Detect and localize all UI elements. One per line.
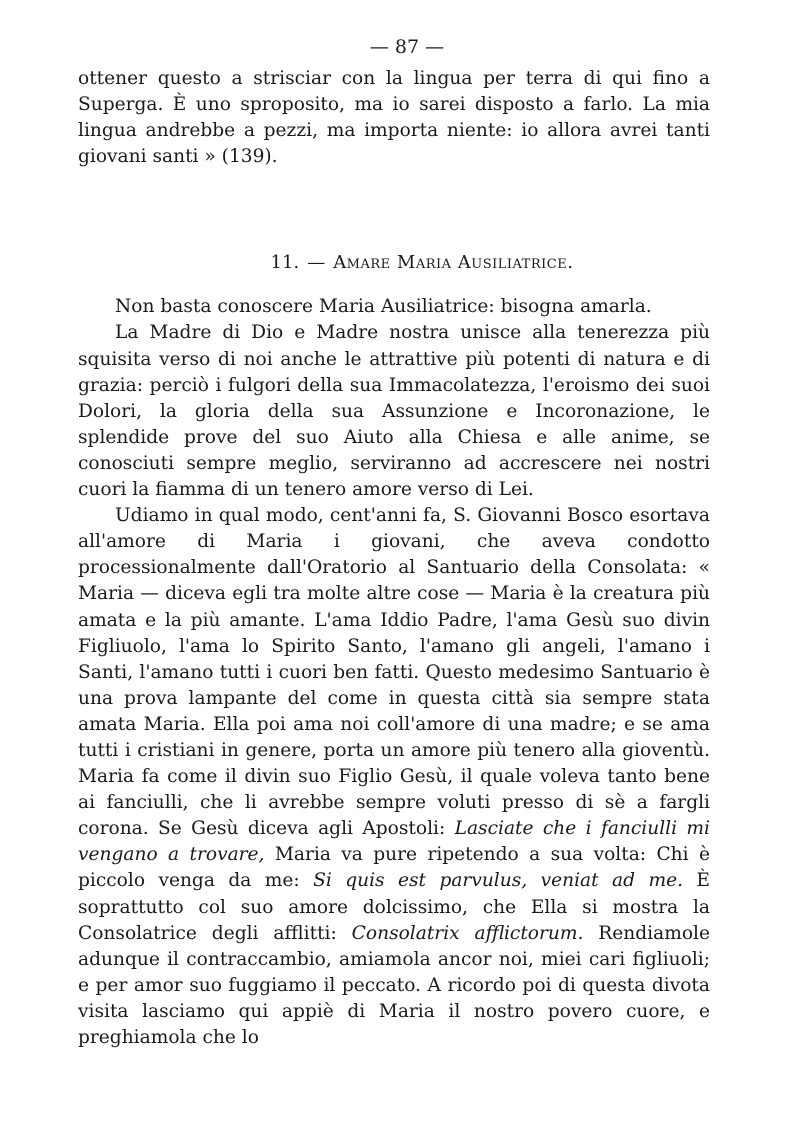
page-number: — 87 — xyxy=(369,36,445,58)
paragraph-1: Non basta conoscere Maria Ausiliatrice: bisogna amarla. xyxy=(115,296,652,318)
paragraph-3-text-2: Maria va pure ripetendo a sua volta: Chi è piccolo venga da me: xyxy=(78,844,710,892)
section-heading xyxy=(78,250,710,276)
paragraph-3-text-1: Udiamo in qual modo, cent'anni fa, S. Giovanni Bosco esortava all'amore di Maria i giovani, che aveva condotto processionalmente dall'Oratorio al Santuario della Consolata: « Maria — diceva egli tra molte altre cose — Maria è la creatura più amata e la più amante. L'ama Iddio Padre, l'ama Gesù suo divin Figliuolo, l'ama lo Spirito Santo, l'amano gli angeli, l'amano i Santi, l'amano tutti i cuori ben fatti. Questo medesimo Santuario è una prova lampante del come in questa città sia sempre stata amata Maria. Ella poi ama noi coll'amore di una madre; e se ama tutti i cristiani in genere, porta un amore più tenero alla gioventù. Maria fa come il divin suo Figlio Gesù, il quale voleva tanto bene ai fanciulli, che li avrebbe sempre voluti presso di sè a fargli corona. Se Gesù diceva agli Apostoli: xyxy=(78,505,710,840)
continuation-paragraph: ottener questo a strisciar con la lingua per terra di qui fino a Superga. È uno sproposito, ma io sarei disposto a farlo. La mia lingua andrebbe a pezzi, ma importa niente: io allora avrei tanti giovani santi » (139). xyxy=(78,68,710,168)
paragraph-2: La Madre di Dio e Madre nostra unisce alla tenerezza più squisita verso di noi anche le attrattive più potenti di natura e di grazia: perciò i fulgori della sua Immacolatezza, l'eroismo dei suoi Dolori, la gloria della sua Assunzione e Incoronazione, le splendide prove del suo Aiuto alla Chiesa e alle anime, se conosciuti sempre meglio, serviranno ad accrescere nei nostri cuori la fiamma di un tenero amore verso di Lei. xyxy=(78,322,710,501)
section-title: Amare Maria Ausiliatrice. xyxy=(333,252,574,274)
section-number: 11. xyxy=(270,252,300,274)
italic-quote-1: Lasciate che i fanciulli mi vengano a trovare, xyxy=(78,818,711,866)
section-dash: — xyxy=(307,252,326,274)
book-page xyxy=(78,32,710,1051)
paragraph-3-text-4: Rendiamole adunque il contraccambio, amiamola ancor noi, miei cari figliuoli; e per amor suo fuggiamo il peccato. A ricordo poi di questa divota visita lasciamo qui appiè di Maria il nostro povero cuore, e preghiamola che lo xyxy=(78,922,710,1048)
paragraph-3-text-3: È soprattutto col suo amore dolcissimo, che Ella si mostra la Consolatrice degli afflitti: xyxy=(78,870,711,944)
italic-quote-3: Consolatrix afflictorum. xyxy=(351,922,584,944)
paragraph-3 xyxy=(78,503,710,1051)
italic-quote-2: Si quis est parvulus, veniat ad me. xyxy=(313,870,683,892)
